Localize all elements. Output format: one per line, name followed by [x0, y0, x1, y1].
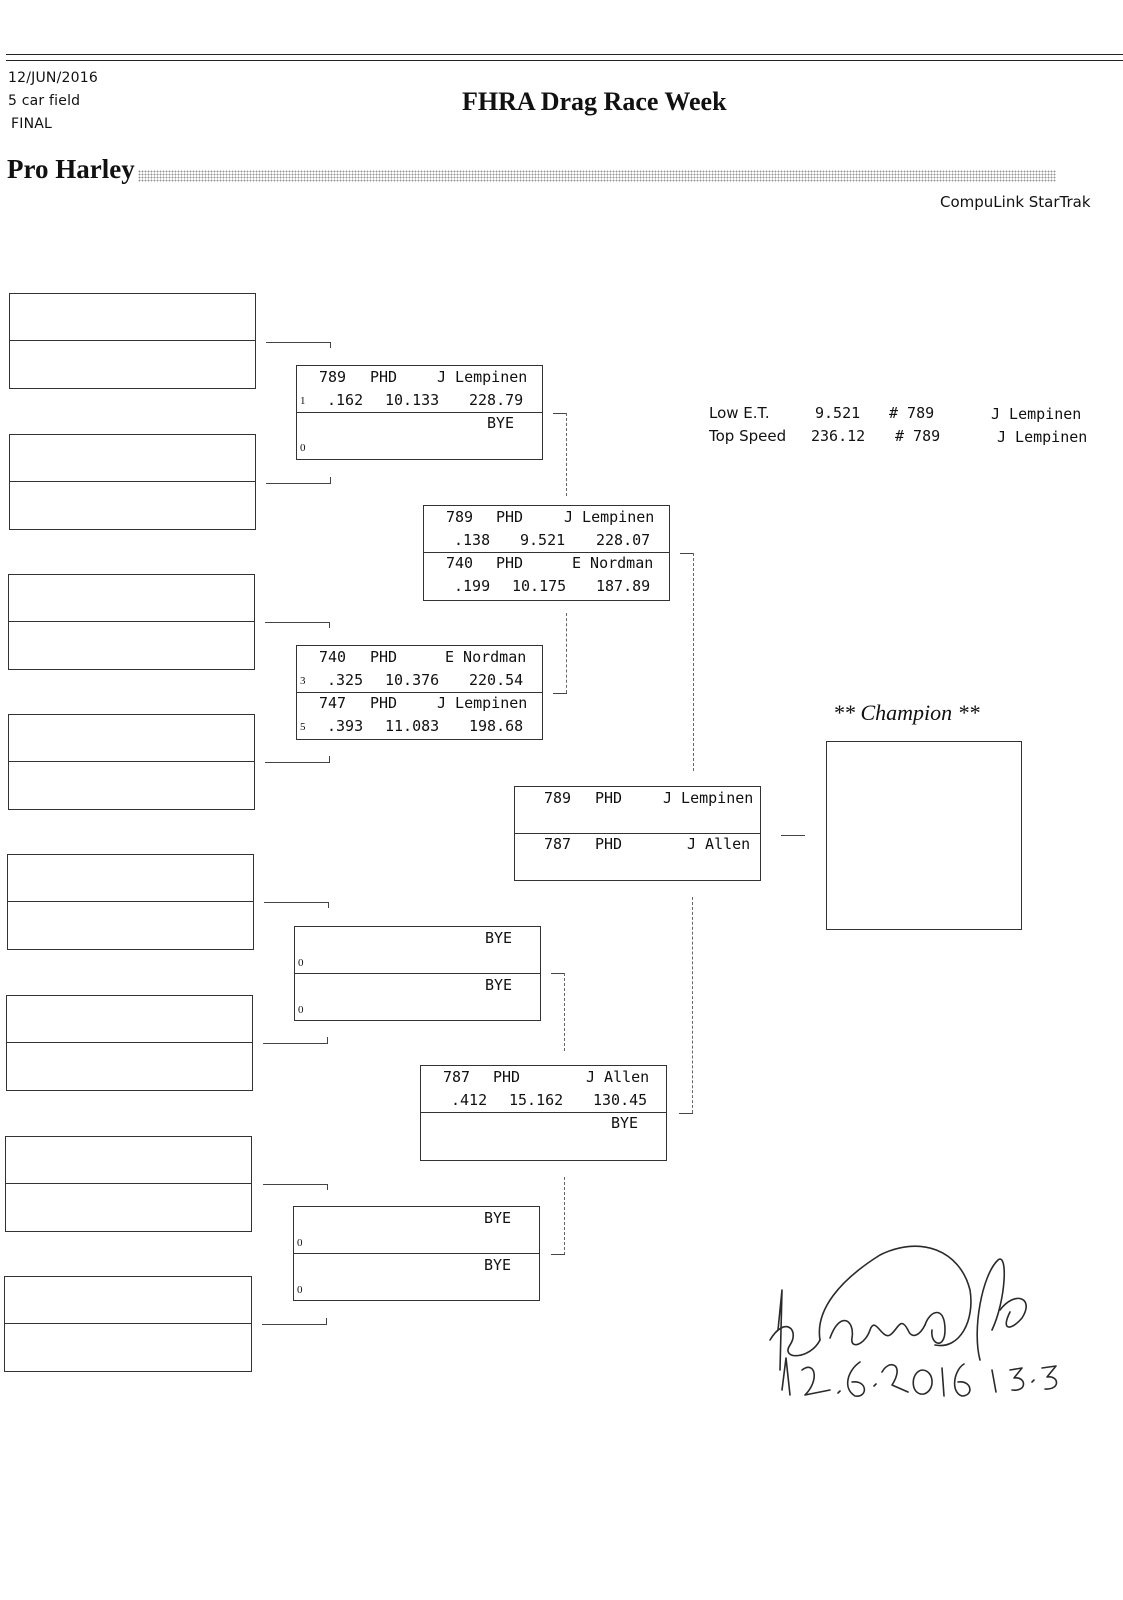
connector: [328, 902, 329, 908]
car-class: PHD: [595, 789, 623, 807]
low-et-value: 9.521: [815, 404, 861, 422]
champion-label: ** Champion **: [833, 700, 980, 725]
seed-number: 1: [300, 395, 306, 407]
car-class: PHD: [493, 1068, 521, 1086]
empty-slot-box: [9, 434, 256, 530]
driver-name: J Allen: [586, 1068, 650, 1086]
connector: [679, 1113, 693, 1114]
car-number: 789: [446, 508, 474, 526]
car-class: PHD: [370, 694, 398, 712]
car-class: PHD: [496, 554, 524, 572]
round2-matchup-2: [420, 1065, 667, 1161]
bye-label: BYE: [484, 1209, 512, 1227]
empty-slot-box: [7, 854, 254, 950]
signature: [760, 1220, 1080, 1420]
connector: [263, 1043, 328, 1044]
speed-mph: 130.45: [593, 1091, 648, 1109]
elapsed-time: 10.376: [385, 671, 440, 689]
low-et-car: # 789: [889, 404, 935, 422]
bye-label: BYE: [485, 929, 513, 947]
seed-number: 0: [297, 1284, 303, 1296]
elapsed-time: 15.162: [509, 1091, 564, 1109]
connector: [263, 1184, 328, 1185]
driver-name: J Lempinen: [437, 368, 528, 386]
reaction-time: .325: [327, 671, 364, 689]
connector: [553, 693, 567, 694]
seed-number: 5: [300, 721, 306, 733]
top-rule: [6, 54, 1123, 55]
car-number: 787: [443, 1068, 471, 1086]
car-class: PHD: [370, 648, 398, 666]
reaction-time: .393: [327, 717, 364, 735]
connector: [693, 553, 694, 771]
top-speed-value: 236.12: [811, 427, 866, 445]
top-speed-label: Top Speed: [709, 427, 787, 445]
empty-slot-box: [9, 293, 256, 389]
round1-matchup-1: [296, 365, 543, 460]
connector: [566, 413, 567, 496]
driver-name: E Nordman: [445, 648, 527, 666]
driver-name: J Lempinen: [437, 694, 528, 712]
car-number: 789: [544, 789, 572, 807]
bye-label: BYE: [487, 414, 515, 432]
connector: [266, 483, 331, 484]
seed-number: 0: [300, 442, 306, 454]
top-rule-2: [6, 60, 1123, 61]
champion-box: [826, 741, 1022, 930]
driver-name: J Lempinen: [564, 508, 655, 526]
empty-slot-box: [5, 1136, 252, 1232]
round1-matchup-4: [293, 1206, 540, 1301]
car-class: PHD: [370, 368, 398, 386]
empty-slot-box: [6, 995, 253, 1091]
vendor-label: CompuLink StarTrak: [940, 193, 1091, 211]
elapsed-time: 9.521: [520, 531, 566, 549]
speed-mph: 198.68: [469, 717, 524, 735]
connector: [551, 973, 565, 974]
speed-mph: 228.79: [469, 391, 524, 409]
connector: [330, 342, 331, 348]
driver-name: E Nordman: [572, 554, 654, 572]
car-number: 789: [319, 368, 347, 386]
bye-label: BYE: [485, 976, 513, 994]
car-number: 787: [544, 835, 572, 853]
connector: [266, 342, 331, 343]
dotted-rule: [138, 170, 1056, 182]
connector: [329, 622, 330, 628]
connector: [327, 1037, 328, 1043]
round-label: FINAL: [11, 116, 53, 132]
reaction-time: .138: [454, 531, 491, 549]
bye-label: BYE: [484, 1256, 512, 1274]
connector: [329, 756, 330, 762]
reaction-time: .412: [451, 1091, 488, 1109]
connector: [330, 477, 331, 483]
seed-number: 0: [298, 957, 304, 969]
empty-slot-box: [8, 714, 255, 810]
connector: [551, 1254, 565, 1255]
connector: [564, 973, 565, 1051]
round1-matchup-2: [296, 645, 543, 740]
reaction-time: .162: [327, 391, 364, 409]
connector: [262, 1324, 327, 1325]
elapsed-time: 10.175: [512, 577, 567, 595]
connector: [265, 622, 330, 623]
low-et-label: Low E.T.: [709, 404, 770, 422]
connector: [564, 1177, 565, 1255]
event-date: 12/JUN/2016: [8, 70, 98, 86]
round1-matchup-3: [294, 926, 541, 1021]
car-number: 740: [319, 648, 347, 666]
connector: [264, 902, 329, 903]
empty-slot-box: [8, 574, 255, 670]
reaction-time: .199: [454, 577, 491, 595]
final-matchup: [514, 786, 761, 881]
top-speed-car: # 789: [895, 427, 941, 445]
car-number: 747: [319, 694, 347, 712]
empty-slot-box: [4, 1276, 252, 1372]
connector: [566, 613, 567, 693]
connector: [680, 553, 694, 554]
driver-name: J Lempinen: [663, 789, 754, 807]
seed-number: 0: [298, 1004, 304, 1016]
seed-number: 0: [297, 1237, 303, 1249]
class-title: Pro Harley: [7, 154, 135, 184]
speed-mph: 187.89: [596, 577, 651, 595]
field-size: 5 car field: [8, 93, 81, 109]
speed-mph: 228.07: [596, 531, 651, 549]
page-title: FHRA Drag Race Week: [462, 87, 727, 116]
connector: [265, 762, 330, 763]
speed-mph: 220.54: [469, 671, 524, 689]
elapsed-time: 11.083: [385, 717, 440, 735]
connector: [327, 1184, 328, 1190]
driver-name: J Allen: [687, 835, 751, 853]
seed-number: 3: [300, 675, 306, 687]
car-class: PHD: [595, 835, 623, 853]
low-et-driver: J Lempinen: [991, 405, 1082, 423]
car-class: PHD: [496, 508, 524, 526]
round2-matchup-1: [423, 505, 670, 601]
connector: [692, 897, 693, 1113]
top-speed-driver: J Lempinen: [997, 428, 1088, 446]
connector: [326, 1318, 327, 1324]
bye-label: BYE: [611, 1114, 639, 1132]
elapsed-time: 10.133: [385, 391, 440, 409]
car-number: 740: [446, 554, 474, 572]
connector: [553, 413, 567, 414]
connector: [781, 835, 805, 836]
